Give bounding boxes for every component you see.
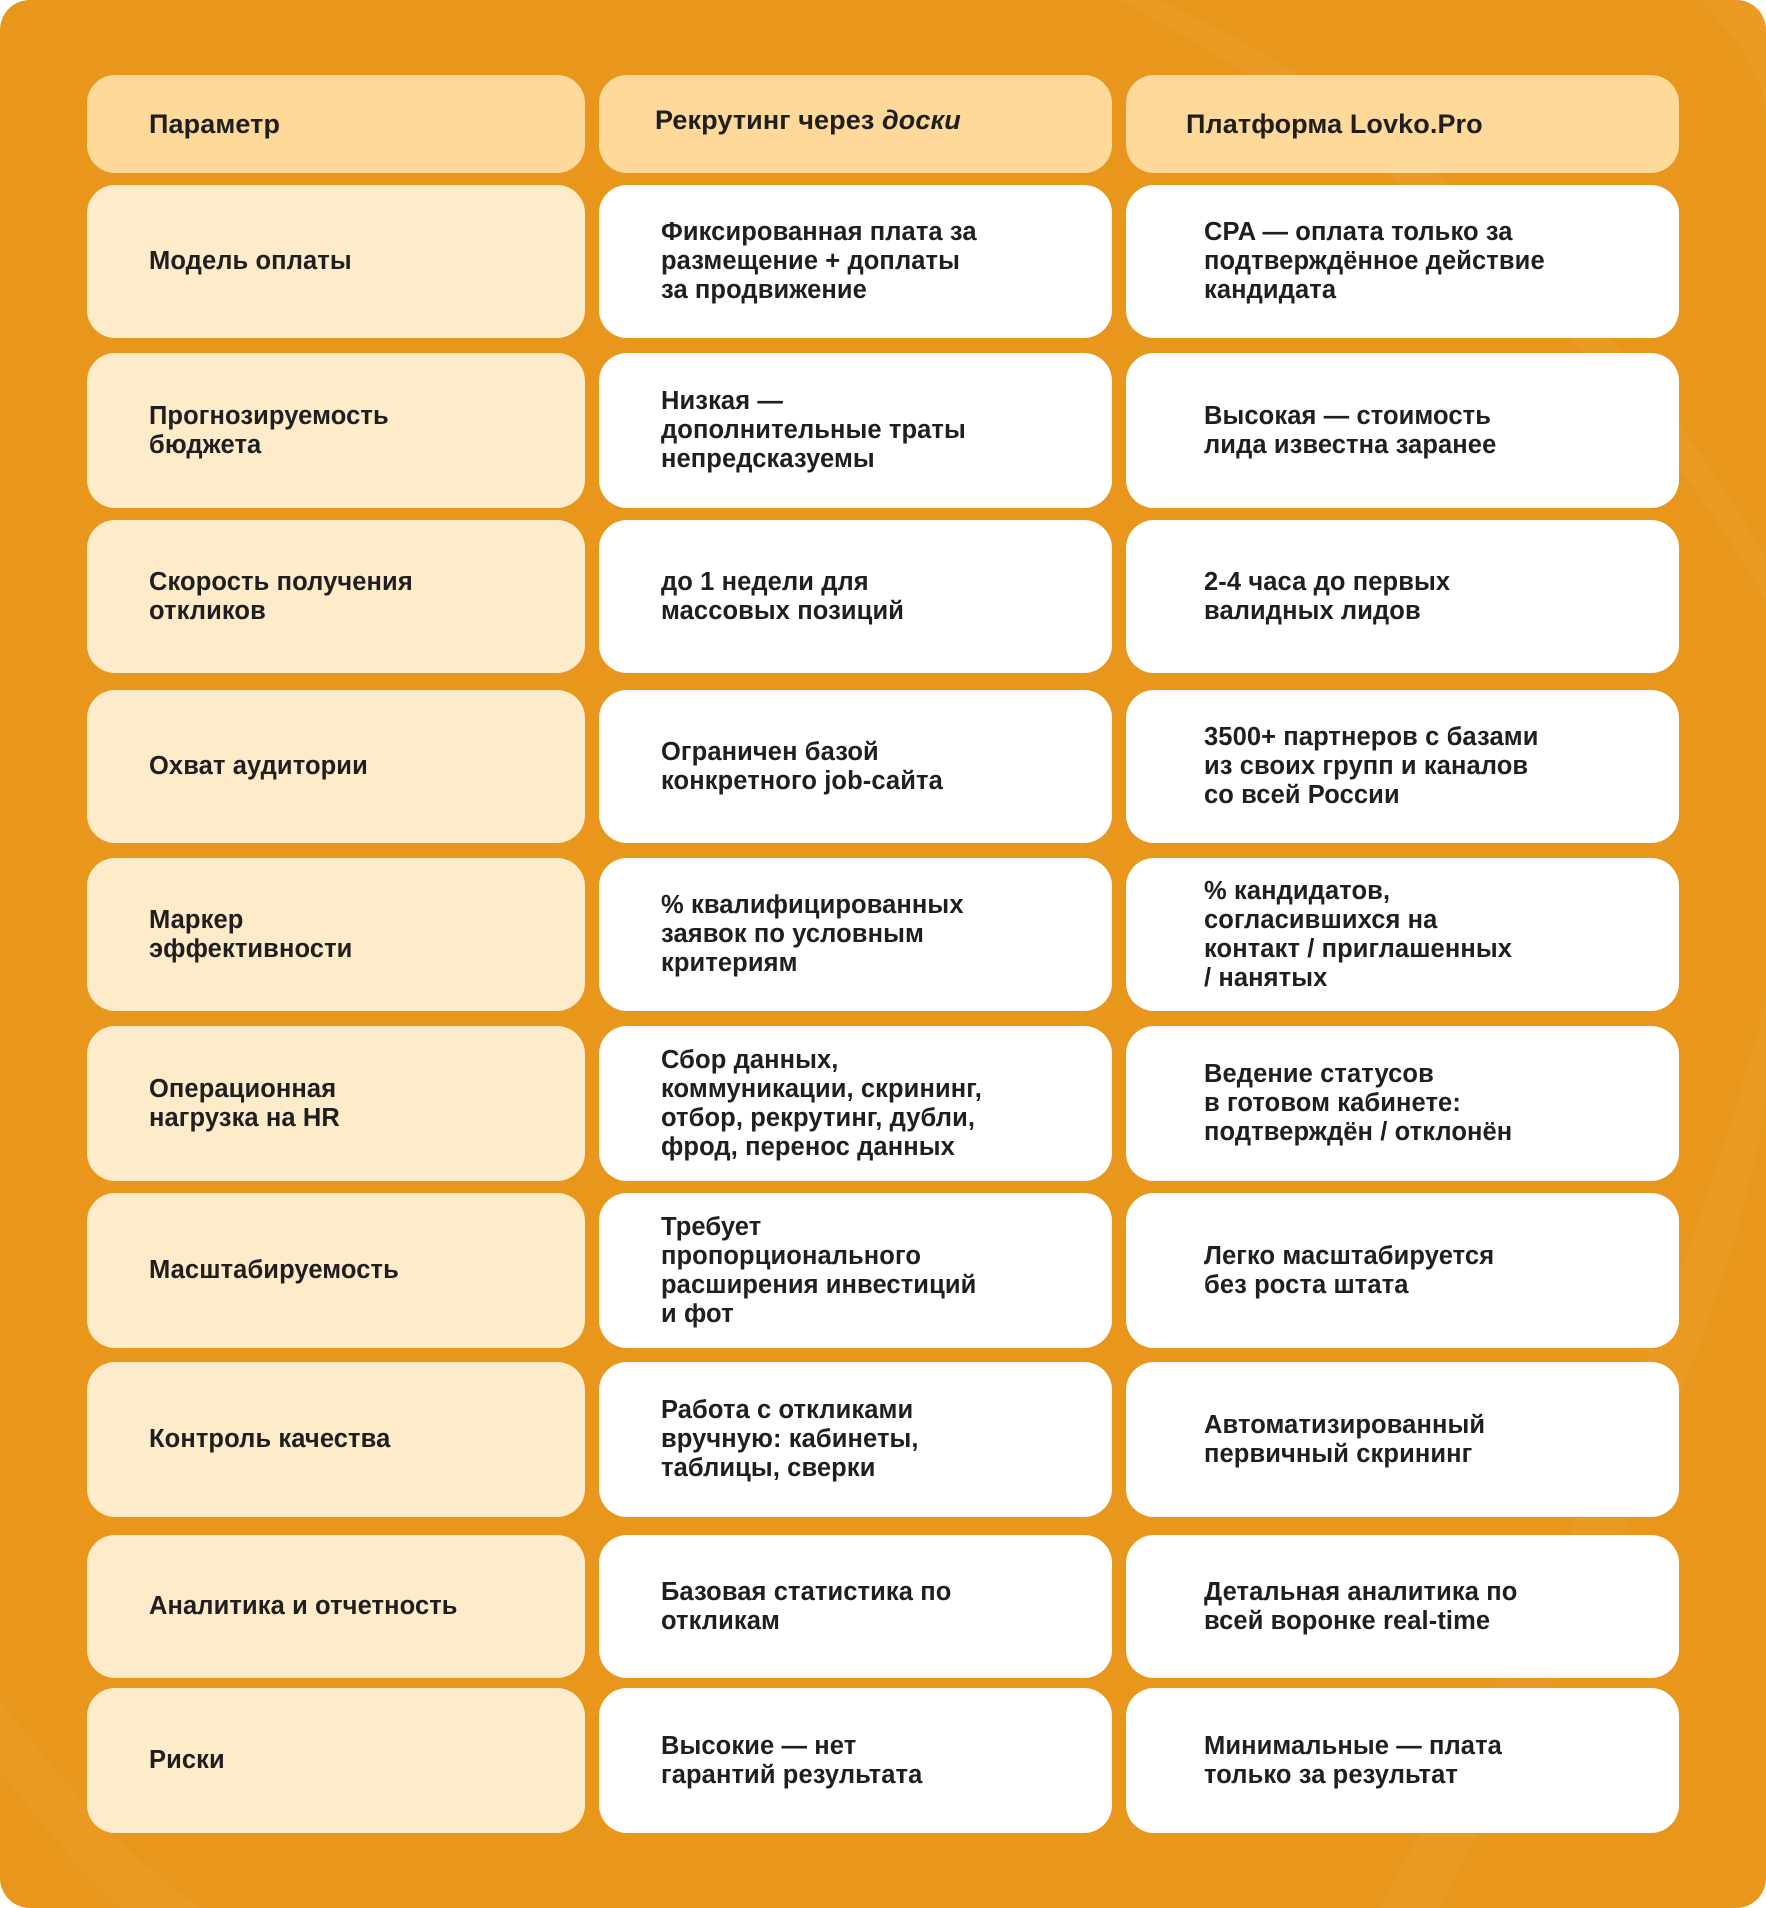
row-parameter-card	[87, 1362, 585, 1517]
row-boards-value: Базовая статистика по откликам	[661, 1577, 952, 1635]
header-platform	[1126, 75, 1679, 173]
row-parameter: Маркер эффективности	[149, 905, 353, 963]
row-platform-value-card	[1126, 690, 1679, 843]
row-boards-value-card	[599, 520, 1112, 673]
row-platform-value: 3500+ партнеров с базами из своих групп и каналов со всей России	[1204, 723, 1539, 809]
row-boards-value: Фиксированная плата за размещение + доплаты за продвижение	[661, 218, 977, 304]
row-parameter-card	[87, 520, 585, 673]
row-parameter-card	[87, 858, 585, 1011]
row-boards-value: Работа с откликами вручную: кабинеты, таблицы, сверки	[661, 1396, 919, 1482]
row-parameter-card	[87, 1193, 585, 1348]
row-boards-value-card	[599, 690, 1112, 843]
row-platform-value: Детальная аналитика по всей воронке real-time	[1204, 1577, 1518, 1635]
row-parameter: Модель оплаты	[149, 247, 352, 275]
row-parameter: Операционная нагрузка на HR	[149, 1074, 340, 1132]
row-platform-value-card	[1126, 1535, 1679, 1678]
row-parameter-card	[87, 185, 585, 338]
header-boards-prefix: Рекрутинг через	[655, 105, 882, 135]
row-parameter-card	[87, 690, 585, 843]
row-platform-value-card	[1126, 1688, 1679, 1833]
header-boards	[599, 75, 1112, 173]
row-parameter: Прогнозируемость бюджета	[149, 401, 389, 459]
row-platform-value-card	[1126, 185, 1679, 338]
row-boards-value-card	[599, 1688, 1112, 1833]
row-platform-value-card	[1126, 353, 1679, 508]
row-boards-value-card	[599, 858, 1112, 1011]
row-boards-value: Требует пропорционального расширения инвестиций и фот	[661, 1212, 977, 1328]
row-platform-value-card	[1126, 1362, 1679, 1517]
row-platform-value: Минимальные — плата только за результат	[1204, 1731, 1502, 1789]
row-parameter-card	[87, 353, 585, 508]
row-parameter: Контроль качества	[149, 1425, 391, 1453]
row-boards-value-card	[599, 353, 1112, 508]
header-platform-label: Платформа Lovko.Pro	[1186, 109, 1483, 139]
header-boards-label	[599, 104, 961, 136]
row-parameter: Охват аудитории	[149, 752, 368, 780]
row-platform-value-card	[1126, 858, 1679, 1011]
row-platform-value: % кандидатов, согласившихся на контакт / приглашенных / нанятых	[1204, 876, 1513, 992]
row-platform-value: Ведение статусов в готовом кабинете: подтверждён / отклонён	[1204, 1060, 1513, 1146]
row-platform-value-card	[1126, 1193, 1679, 1348]
row-boards-value-card	[599, 1535, 1112, 1678]
row-parameter-card	[87, 1688, 585, 1833]
row-platform-value: Легко масштабируется без роста штата	[1204, 1241, 1495, 1299]
row-boards-value: до 1 недели для массовых позиций	[661, 567, 904, 625]
row-boards-value-card	[599, 185, 1112, 338]
row-boards-value: % квалифицированных заявок по условным критериям	[661, 891, 964, 977]
row-parameter-card	[87, 1026, 585, 1181]
row-parameter-card	[87, 1535, 585, 1678]
row-platform-value-card	[1126, 1026, 1679, 1181]
row-platform-value-card	[1126, 520, 1679, 673]
row-parameter: Аналитика и отчетность	[149, 1592, 458, 1620]
row-boards-value-card	[599, 1193, 1112, 1348]
row-platform-value: 2-4 часа до первых валидных лидов	[1204, 567, 1451, 625]
row-boards-value: Высокие — нет гарантий результата	[661, 1731, 923, 1789]
row-boards-value: Сбор данных, коммуникации, скрининг, отбор, рекрутинг, дубли, фрод, перенос данных	[661, 1045, 982, 1161]
row-parameter: Риски	[149, 1746, 225, 1774]
row-platform-value: Высокая — стоимость лида известна заранее	[1204, 401, 1497, 459]
header-parameter	[87, 75, 585, 173]
row-parameter: Скорость получения откликов	[149, 567, 413, 625]
row-boards-value-card	[599, 1026, 1112, 1181]
row-platform-value: Автоматизированный первичный скрининг	[1204, 1410, 1486, 1468]
header-parameter-label: Параметр	[149, 109, 281, 139]
header-boards-emphasis: доски	[881, 105, 961, 135]
row-boards-value-card	[599, 1362, 1112, 1517]
row-boards-value: Ограничен базой конкретного job-сайта	[661, 737, 943, 795]
row-parameter: Масштабируемость	[149, 1256, 399, 1284]
row-boards-value: Низкая — дополнительные траты непредсказуемы	[661, 387, 966, 473]
row-platform-value: CPA — оплата только за подтверждённое действие кандидата	[1204, 218, 1545, 304]
